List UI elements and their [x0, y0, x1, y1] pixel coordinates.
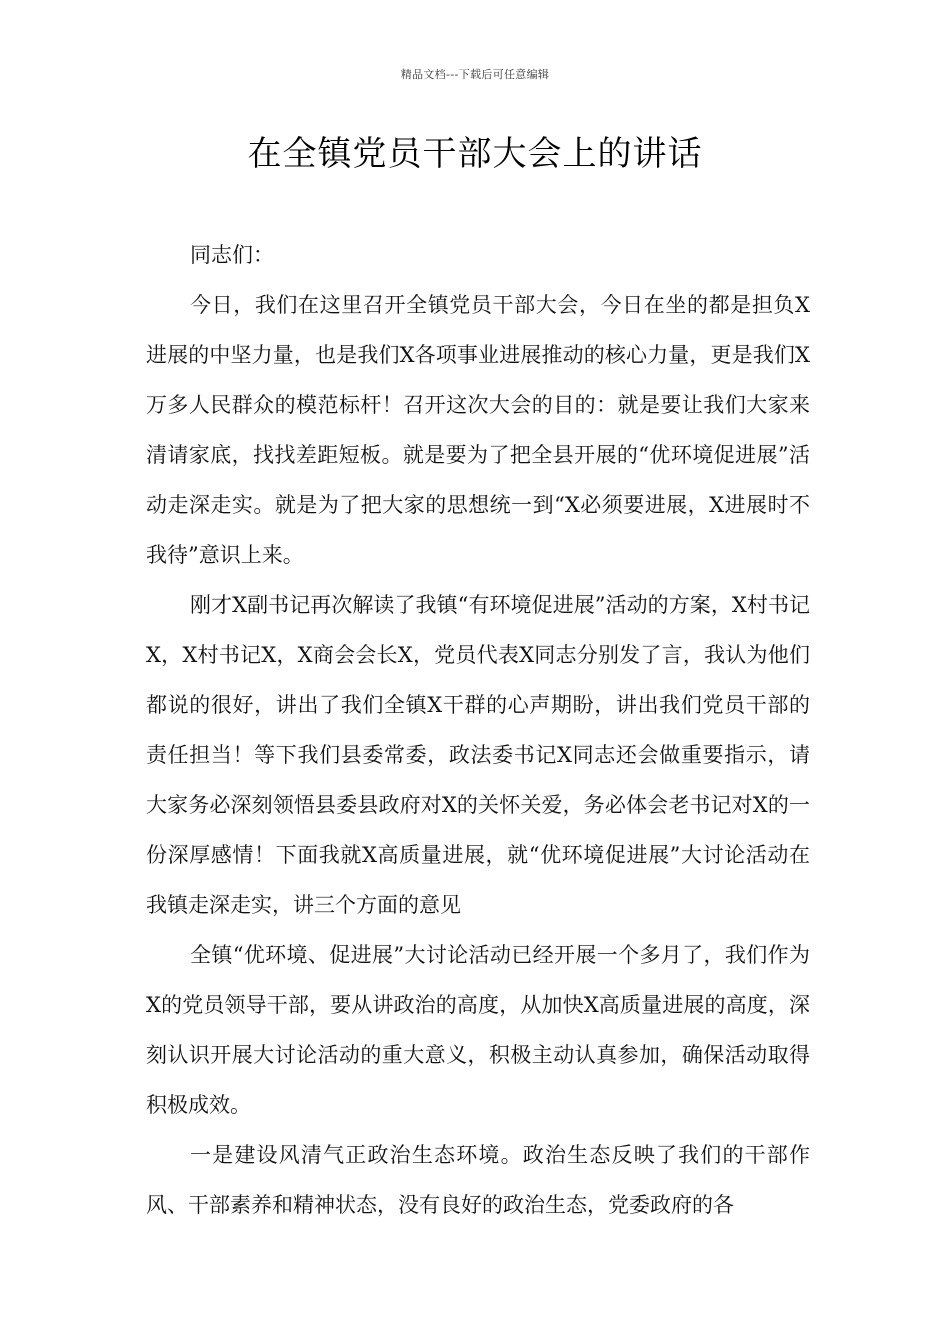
header-note: 精品文档---下载后可任意编辑: [400, 68, 550, 81]
document-body: [146, 230, 810, 1230]
paragraph-1: 今日，我们在这里召开全镇党员干部大会，今日在坐的都是担负X进展的中坚力量，也是我们X各项事业进展推动的核心力量，更是我们X万多人民群众的模范标杆！召开这次大会的目的：就是要让我们大家来清请家底，找找差距短板。就是要为了把全县开展的“优环境促进展”活动走深走实。就是为了把大家的思想统一到“X必须要进展，X进展时不我待”意识上来。: [146, 293, 810, 567]
document-title: 在全镇党员干部大会上的讲话: [247, 134, 703, 174]
salutation: 同志们：: [190, 243, 274, 267]
paragraph-2: 刚才X副书记再次解读了我镇“有环境促进展”活动的方案，X村书记X，X村书记X，X商会会长X，党员代表X同志分别发了言，我认为他们都说的很好，讲出了我们全镇X干群的心声期盼，讲出我们党员干部的责任担当！等下我们县委常委，政法委书记X同志还会做重要指示，请大家务必深刻领悟县委县政府对X的关怀关爱，务必体会老书记对X的一份深厚感情！下面我就X高质量进展，就“优环境促进展”大讨论活动在我镇走深走实，讲三个方面的意见: [146, 593, 810, 917]
paragraph-4: 一是建设风清气正政治生态环境。政治生态反映了我们的干部作风、干部素养和精神状态，没有良好的政治生态，党委政府的各: [146, 1143, 810, 1217]
paragraph-3: 全镇“优环境、促进展”大讨论活动已经开展一个多月了，我们作为X的党员领导干部，要从讲政治的高度，从加快X高质量进展的高度，深刻认识开展大讨论活动的重大意义，积极主动认真参加，确保活动取得积极成效。: [146, 943, 810, 1117]
